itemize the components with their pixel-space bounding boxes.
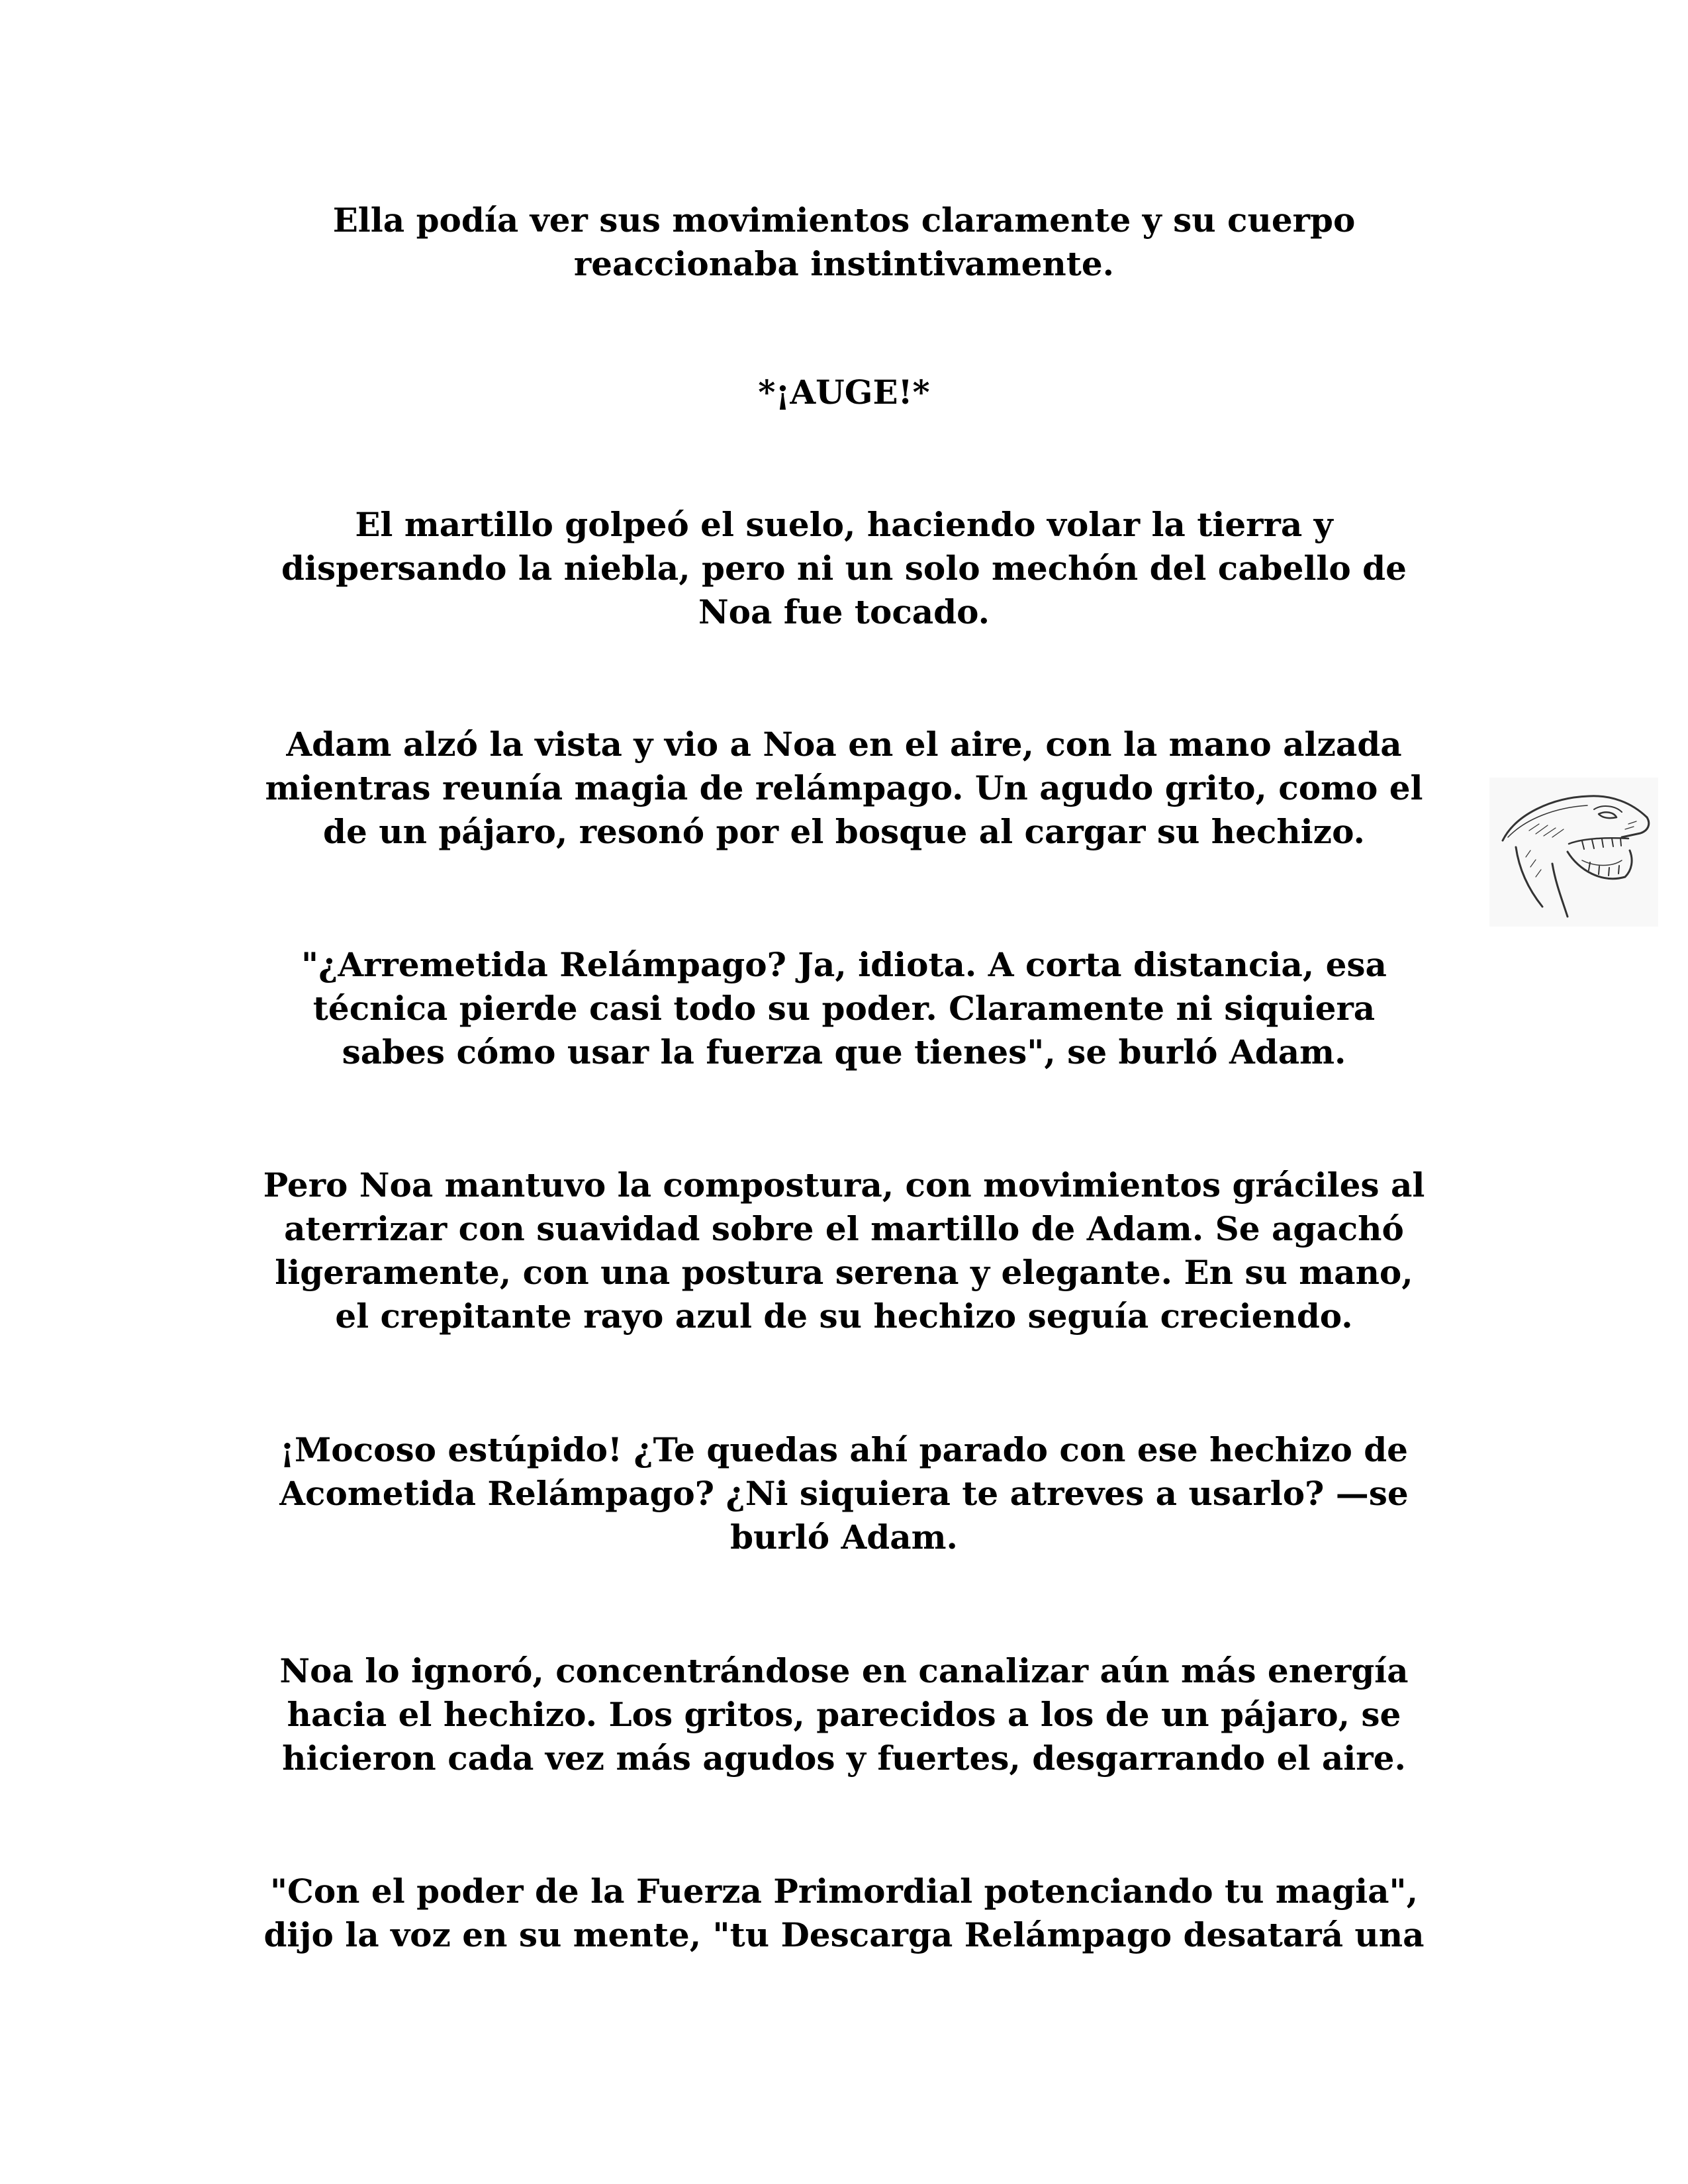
text-line: El martillo golpeó el suelo, haciendo volar la tierra y [355,505,1333,544]
paragraph-8 [182,1649,1506,1780]
text-line: ¡Mocoso estúpido! ¿Te quedas ahí parado con ese hechizo de [280,1430,1408,1469]
dinosaur-head-sketch-icon [1489,778,1658,927]
text-line: Noa lo ignoró, concentrándose en canalizar aún más energía [279,1651,1409,1690]
text-line: aterrizar con suavidad sobre el martillo de Adam. Se agachó [284,1209,1404,1248]
paragraph-5 [182,943,1506,1074]
text-line: sabes cómo usar la fuerza que tienes", se burló Adam. [342,1032,1346,1071]
text-line: Pero Noa mantuvo la compostura, con movimientos gráciles al [263,1165,1425,1205]
text-line: dispersando la niebla, pero ni un solo mechón del cabello de [281,549,1407,588]
paragraph-7 [182,1428,1506,1559]
text-line: ligeramente, con una postura serena y elegante. En su mano, [275,1253,1413,1292]
text-line: mientras reunía magia de relámpago. Un agudo grito, como el [265,768,1423,807]
paragraph-2 [182,371,1506,414]
paragraph-1 [182,199,1506,286]
text-line: Adam alzó la vista y vio a Noa en el aire, con la mano alzada [286,725,1402,764]
text-line: dijo la voz en su mente, "tu Descarga Relámpago desatará una [263,1915,1425,1954]
paragraph-6 [182,1163,1506,1338]
text-line: de un pájaro, resonó por el bosque al cargar su hechizo. [323,812,1365,851]
text-line: reaccionaba instintivamente. [573,244,1115,283]
text-line: "Con el poder de la Fuerza Primordial potenciando tu magia", [269,1872,1419,1911]
text-line: hacia el hechizo. Los gritos, parecidos a los de un pájaro, se [287,1695,1401,1734]
text-line: Noa fue tocado. [698,592,990,631]
text-line: el crepitante rayo azul de su hechizo seguía creciendo. [335,1297,1353,1336]
text-line: hicieron cada vez más agudos y fuertes, desgarrando el aire. [282,1739,1406,1778]
text-line: "¿Arremetida Relámpago? Ja, idiota. A corta distancia, esa [301,945,1387,984]
text-line: Ella podía ver sus movimientos claramente y su cuerpo [332,201,1356,240]
paragraph-4 [182,723,1506,854]
text-line: Acometida Relámpago? ¿Ni siquiera te atreves a usarlo? —se [279,1474,1409,1513]
text-line: burló Adam. [730,1518,958,1557]
text-line: *¡AUGE!* [758,373,930,412]
paragraph-9 [182,1870,1506,1957]
text-line: técnica pierde casi todo su poder. Claramente ni siquiera [312,989,1376,1028]
paragraph-3 [182,503,1506,634]
